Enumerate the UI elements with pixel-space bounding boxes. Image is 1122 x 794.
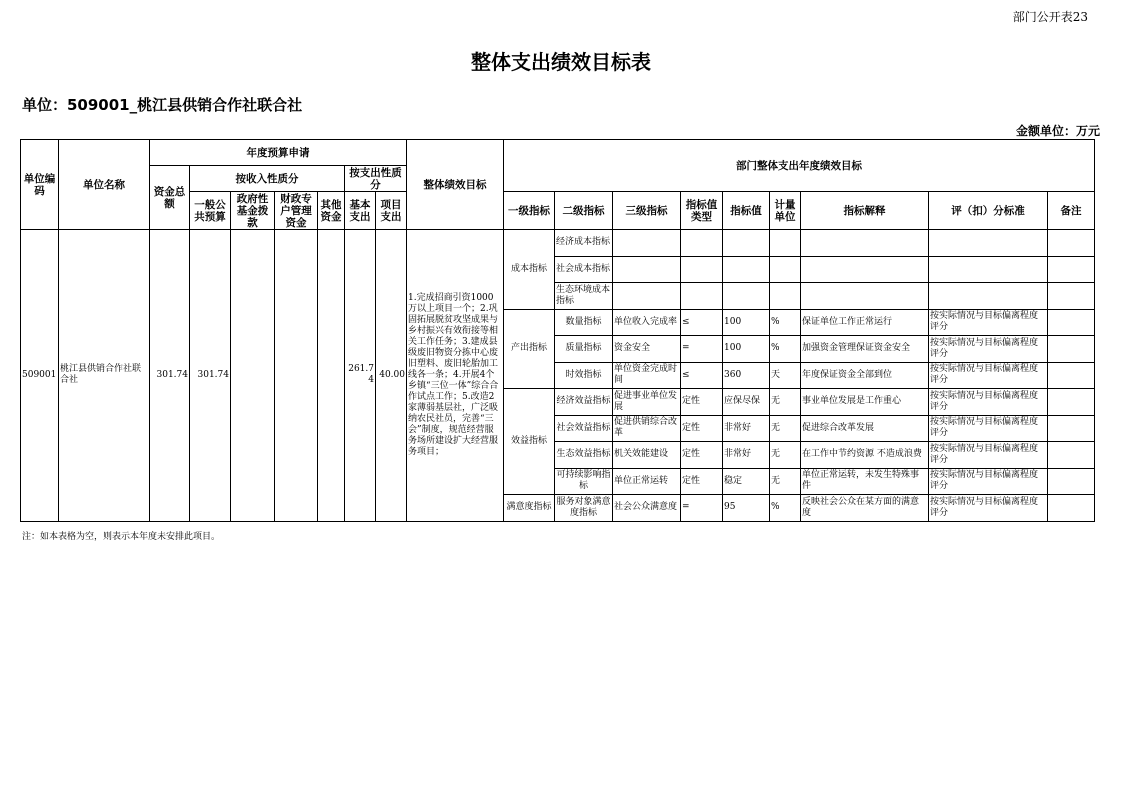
header-scoring: 评（扣）分标准 <box>929 192 1048 230</box>
indicator-type: ≤ <box>681 309 723 336</box>
indicator-note <box>1048 283 1095 310</box>
indicator-value: 360 <box>723 362 770 389</box>
amount-unit: 金额单位：万元 <box>1015 124 1100 138</box>
indicator-explain: 事业单位发展是工作重心 <box>801 389 929 416</box>
indicator-value <box>723 256 770 283</box>
indicator-l2: 经济成本指标 <box>555 230 613 257</box>
indicator-note <box>1048 230 1095 257</box>
header-basic-expense: 基本支出 <box>345 192 376 230</box>
header-total-funds: 资金总额 <box>150 166 190 230</box>
indicator-value: 应保尽保 <box>723 389 770 416</box>
indicator-unit: 天 <box>770 362 801 389</box>
indicator-l2: 可持续影响指标 <box>555 468 613 495</box>
indicator-type: 定性 <box>681 389 723 416</box>
indicator-note <box>1048 468 1095 495</box>
level1-cost: 成本指标 <box>504 230 555 310</box>
basic-expense-cell: 261.74 <box>345 230 376 522</box>
indicator-value: 稳定 <box>723 468 770 495</box>
indicator-l3: 促进供销综合改革 <box>613 415 681 442</box>
indicator-l2: 生态效益指标 <box>555 442 613 469</box>
indicator-unit <box>770 283 801 310</box>
header-fiscal-special: 财政专户管理资金 <box>275 192 318 230</box>
indicator-unit: 无 <box>770 415 801 442</box>
indicator-type <box>681 256 723 283</box>
indicator-explain: 促进综合改革发展 <box>801 415 929 442</box>
indicator-l3: 机关效能建设 <box>613 442 681 469</box>
header-by-expense: 按支出性质分 <box>345 166 407 192</box>
overall-goal-cell: 1.完成招商引资1000万以上项目一个；2.巩固拓展脱贫攻坚成果与乡村振兴有效衔接等相关工作任务；3.建成县级废旧物资分拣中心废旧塑料、废旧轮胎加工线各一条；4.开展4个乡镇“三位一体”综合合作试点工作；5.改造2家薄弱基层社，广泛吸纳农民社员，完善“三会”制度，规范经营服务场所建设扩大经营服务项目； <box>407 230 504 522</box>
indicator-l3: 单位资金完成时间 <box>613 362 681 389</box>
indicator-score: 按实际情况与目标偏离程度评分 <box>929 389 1048 416</box>
indicator-value: 非常好 <box>723 415 770 442</box>
indicator-type: ≤ <box>681 362 723 389</box>
indicator-l3: 资金安全 <box>613 336 681 363</box>
level1-benefit: 效益指标 <box>504 389 555 495</box>
header-unit-name: 单位名称 <box>59 140 150 230</box>
header-unit-code: 单位编码 <box>21 140 59 230</box>
indicator-note <box>1048 309 1095 336</box>
indicator-explain: 保证单位工作正常运行 <box>801 309 929 336</box>
indicator-value: 95 <box>723 495 770 522</box>
indicator-note <box>1048 442 1095 469</box>
fiscal-special-cell <box>275 230 318 522</box>
indicator-unit: 无 <box>770 389 801 416</box>
indicator-unit: % <box>770 309 801 336</box>
header-dept-goal: 部门整体支出年度绩效目标 <box>504 140 1095 192</box>
indicator-unit: % <box>770 495 801 522</box>
indicator-score <box>929 283 1048 310</box>
footnote: 注：如本表格为空，则表示本年度未安排此项目。 <box>22 532 221 542</box>
indicator-explain: 年度保证资金全部到位 <box>801 362 929 389</box>
indicator-l2: 数量指标 <box>555 309 613 336</box>
indicator-score: 按实际情况与目标偏离程度评分 <box>929 468 1048 495</box>
indicator-note <box>1048 336 1095 363</box>
header-gov-fund: 政府性基金拨款 <box>231 192 275 230</box>
unit-code-cell: 509001 <box>21 230 59 522</box>
header-other-funds: 其他资金 <box>318 192 345 230</box>
level1-satisfaction: 满意度指标 <box>504 495 555 522</box>
indicator-note <box>1048 362 1095 389</box>
general-budget-cell: 301.74 <box>190 230 231 522</box>
indicator-type: 定性 <box>681 415 723 442</box>
indicator-l2: 社会效益指标 <box>555 415 613 442</box>
indicator-unit: 无 <box>770 442 801 469</box>
indicator-l3: 社会公众满意度 <box>613 495 681 522</box>
header-overall-goal: 整体绩效目标 <box>407 140 504 230</box>
indicator-type: 定性 <box>681 442 723 469</box>
indicator-value <box>723 230 770 257</box>
header-by-income: 按收入性质分 <box>190 166 345 192</box>
indicator-l3: 单位收入完成率 <box>613 309 681 336</box>
indicator-explain <box>801 256 929 283</box>
project-expense-cell: 40.00 <box>376 230 407 522</box>
indicator-score: 按实际情况与目标偏离程度评分 <box>929 362 1048 389</box>
indicator-l3: 单位正常运转 <box>613 468 681 495</box>
indicator-score: 按实际情况与目标偏离程度评分 <box>929 415 1048 442</box>
total-funds-cell: 301.74 <box>150 230 190 522</box>
indicator-explain: 在工作中节约资源 不造成浪费 <box>801 442 929 469</box>
indicator-score <box>929 256 1048 283</box>
indicator-explain <box>801 283 929 310</box>
indicator-l2: 服务对象满意度指标 <box>555 495 613 522</box>
other-funds-cell <box>318 230 345 522</box>
header-remarks: 备注 <box>1048 192 1095 230</box>
indicator-score: 按实际情况与目标偏离程度评分 <box>929 442 1048 469</box>
indicator-l2: 质量指标 <box>555 336 613 363</box>
unit-name-cell: 桃江县供销合作社联合社 <box>59 230 150 522</box>
indicator-value: 非常好 <box>723 442 770 469</box>
indicator-score <box>929 230 1048 257</box>
indicator-unit: % <box>770 336 801 363</box>
level1-output: 产出指标 <box>504 309 555 389</box>
indicator-note <box>1048 389 1095 416</box>
indicator-l3: 促进事业单位发展 <box>613 389 681 416</box>
indicator-value <box>723 283 770 310</box>
indicator-value: 100 <box>723 309 770 336</box>
indicator-type <box>681 230 723 257</box>
indicator-l3 <box>613 256 681 283</box>
indicator-note <box>1048 495 1095 522</box>
header-value-type: 指标值类型 <box>681 192 723 230</box>
table-number: 部门公开表23 <box>1012 10 1088 24</box>
header-annual-budget: 年度预算申请 <box>150 140 407 166</box>
indicator-type: = <box>681 336 723 363</box>
table-row <box>21 230 1095 257</box>
indicator-l2: 经济效益指标 <box>555 389 613 416</box>
indicator-score: 按实际情况与目标偏离程度评分 <box>929 336 1048 363</box>
performance-table <box>20 139 1095 522</box>
indicator-unit: 无 <box>770 468 801 495</box>
indicator-l3 <box>613 283 681 310</box>
indicator-explain: 加强资金管理保证资金安全 <box>801 336 929 363</box>
header-explanation: 指标解释 <box>801 192 929 230</box>
header-level3: 三级指标 <box>613 192 681 230</box>
indicator-explain <box>801 230 929 257</box>
gov-fund-cell <box>231 230 275 522</box>
header-value: 指标值 <box>723 192 770 230</box>
indicator-l2: 社会成本指标 <box>555 256 613 283</box>
indicator-type: = <box>681 495 723 522</box>
indicator-type <box>681 283 723 310</box>
indicator-l2: 生态环境成本指标 <box>555 283 613 310</box>
indicator-l3 <box>613 230 681 257</box>
indicator-unit <box>770 230 801 257</box>
indicator-explain: 单位正常运转，未发生特殊事件 <box>801 468 929 495</box>
header-measure-unit: 计量单位 <box>770 192 801 230</box>
header-project-expense: 项目支出 <box>376 192 407 230</box>
unit-line: 单位：509001_桃江县供销合作社联合社 <box>22 96 303 114</box>
page-title: 整体支出绩效目标表 <box>471 50 651 74</box>
header-general-budget: 一般公共预算 <box>190 192 231 230</box>
indicator-score: 按实际情况与目标偏离程度评分 <box>929 495 1048 522</box>
indicator-unit <box>770 256 801 283</box>
indicator-note <box>1048 256 1095 283</box>
indicator-explain: 反映社会公众在某方面的满意度 <box>801 495 929 522</box>
indicator-l2: 时效指标 <box>555 362 613 389</box>
indicator-score: 按实际情况与目标偏离程度评分 <box>929 309 1048 336</box>
indicator-note <box>1048 415 1095 442</box>
indicator-value: 100 <box>723 336 770 363</box>
header-level2: 二级指标 <box>555 192 613 230</box>
header-level1: 一级指标 <box>504 192 555 230</box>
indicator-type: 定性 <box>681 468 723 495</box>
